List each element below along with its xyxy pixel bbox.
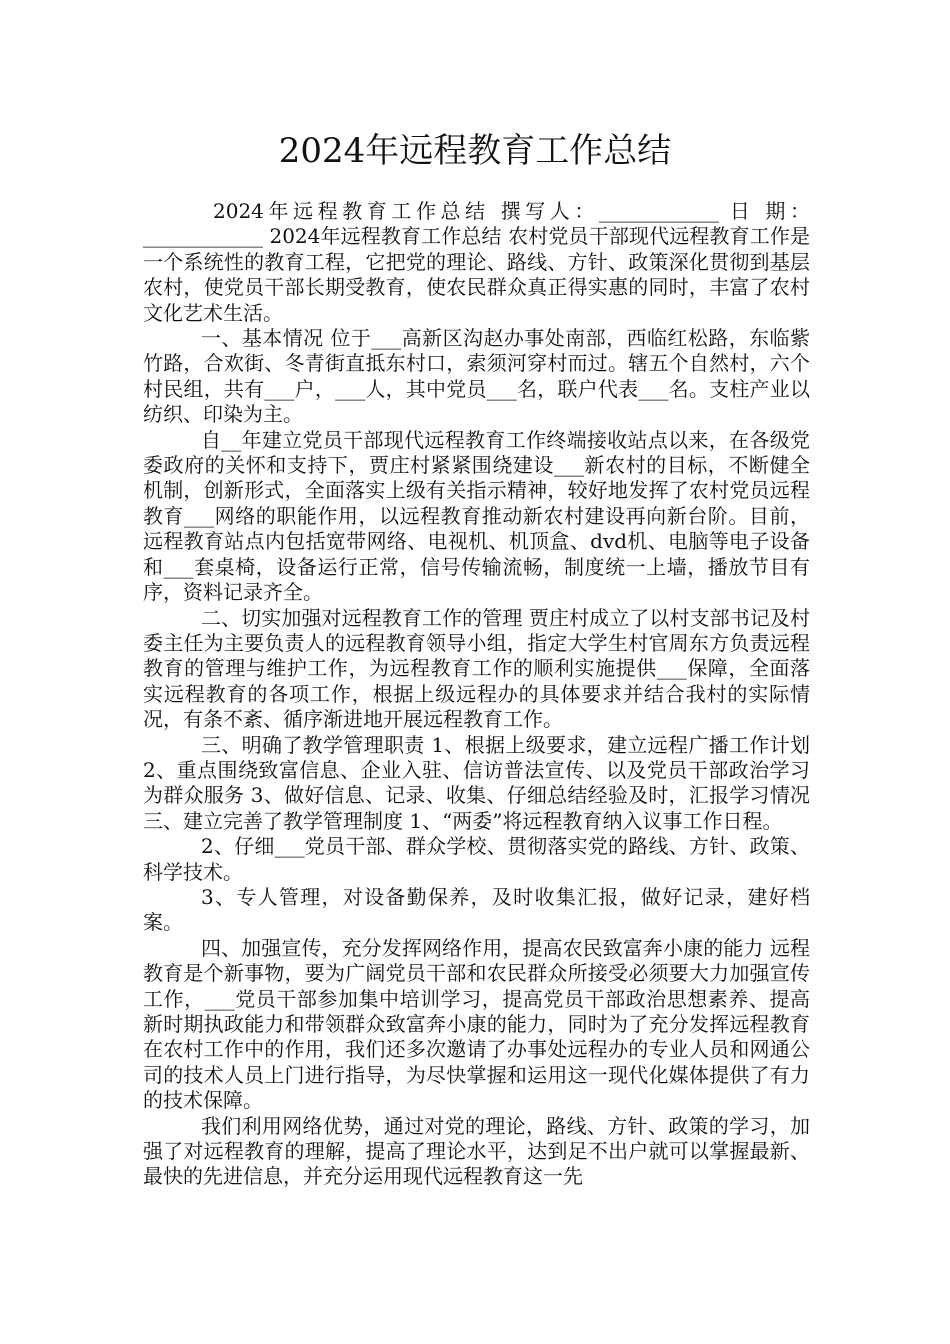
- paragraph-management: 二、切实加强对远程教育工作的管理 贾庄村成立了以村支部书记及村委主任为主要负责人的远程教育领导小组，指定大学生村官周东方负责远程教育的管理与维护工作，为远程教育工作的顺利实施提供___保障，全面落实远程教育的各项工作，根据上级远程办的具体要求并结合我村的实际情况，有条不紊、循序渐进地开展远程教育工作。: [143, 605, 810, 732]
- paragraph-item-2: 2、仔细___党员干部、群众学校、贯彻落实党的路线、方针、政策、科学技术。: [143, 834, 810, 884]
- paragraph-item-3: 3、专人管理，对设备勤保养，及时收集汇报，做好记录，建好档案。: [143, 884, 810, 935]
- paragraph-basic-info: 一、基本情况 位于___高新区沟赵办事处南部，西临红松路，东临紫竹路，合欢街、冬青街直抵东村口，索须河穿村而过。辖五个自然村，六个村民组，共有___户，___人，其中党员___名，联户代表___名。支柱产业以纺织、印染为主。: [143, 326, 810, 427]
- paragraph-station-setup: 自__年建立党员干部现代远程教育工作终端接收站点以来，在各级党委政府的关怀和支持下，贾庄村紧紧围绕建设___新农村的目标，不断健全机制，创新形式，全面落实上级有关指示精神，较好地发挥了农村党员远程教育___网络的职能作用，以远程教育推动新农村建设再向新台阶。目前，远程教育站点内包括宽带网络、电视机、机顶盒、dvd机、电脑等电子设备和___套桌椅，设备运行正常，信号传输流畅，制度统一上墙，播放节目有序，资料记录齐全。: [143, 427, 810, 605]
- document-title: 2024年远程教育工作总结: [278, 131, 672, 171]
- paragraph-publicity: 四、加强宣传，充分发挥网络作用，提高农民致富奔小康的能力 远程教育是个新事物，要为广阔党员干部和农民群众所接受必须要大力加强宣传工作，___党员干部参加集中培训学习，提高党员干部政治思想素养、提高新时期执政能力和带领群众致富奔小康的能力，同时为了充分发挥远程教育在农村工作中的作用，我们还多次邀请了办事处远程办的专业人员和网通公司的技术人员上门进行指导，为尽快掌握和运用这一现代化媒体提供了有力的技术保障。: [143, 935, 810, 1113]
- paragraph-intro: 2024年远程教育工作总结 撰写人：____________ 日 期：____________ 2024年远程教育工作总结 农村党员干部现代远程教育工作是一个系统性的教育工程，它把党的理论、路线、方针、政策深化贯彻到基层农村，使党员干部长期受教育，使农民群众真正得实惠的同时，丰富了农村文化艺术生活。: [143, 199, 810, 325]
- paragraph-teaching-duties: 三、明确了教学管理职责 1、根据上级要求，建立远程广播工作计划 2、重点围绕致富信息、企业入驻、信访普法宣传、以及党员干部政治学习为群众服务 3、做好信息、记录、收集、仔细总结经验及时，汇报学习情况 三、建立完善了教学管理制度 1、“两委”将远程教育纳入议事工作日程。: [143, 732, 810, 833]
- document-body: [143, 199, 810, 1190]
- paragraph-network-advantage: 我们利用网络优势，通过对党的理论，路线、方针、政策的学习，加强了对远程教育的理解，提高了理论水平，达到足不出户就可以掌握最新、最快的先进信息，并充分运用现代远程教育这一先: [143, 1113, 810, 1189]
